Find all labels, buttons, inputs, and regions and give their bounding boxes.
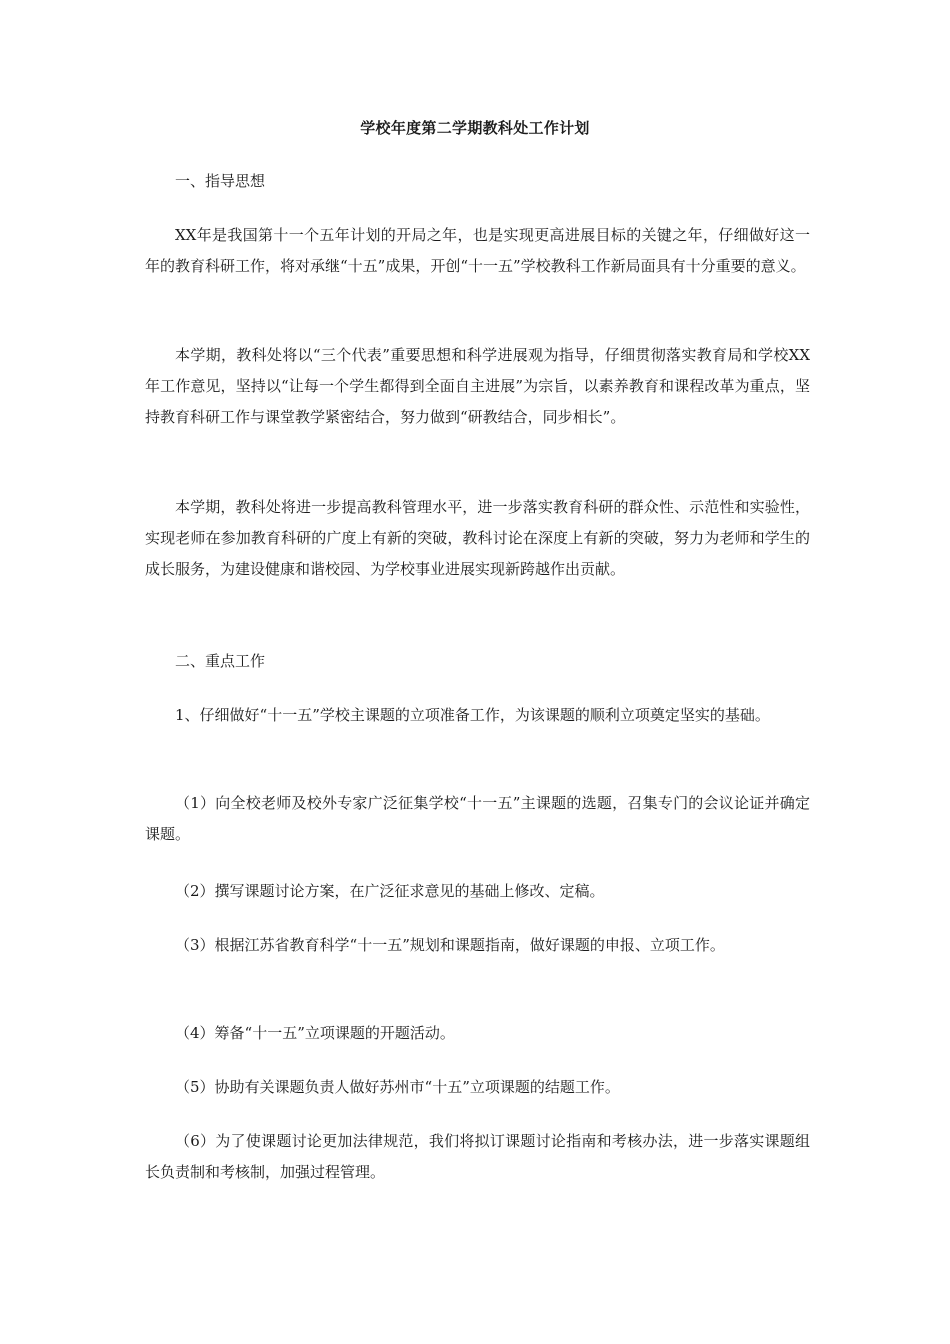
document-title: 学校年度第二学期教科处工作计划 [360,119,590,137]
sub-item-4: （4）筹备“十一五”立项课题的开题活动。 [175,1024,455,1042]
sub-item-2: （2）撰写课题讨论方案，在广泛征求意见的基础上修改、定稿。 [175,882,605,900]
sub-item-3: （3）根据江苏省教育科学“十一五”规划和课题指南，做好课题的申报、立项工作。 [175,936,725,954]
sub-item-1: （1）向全校老师及校外专家广泛征集学校“十一五”主课题的选题，召集专门的会议论证并确定课题。 [145,794,810,843]
section-heading-guiding-ideology: 一、指导思想 [175,172,266,190]
section-heading-key-work: 二、重点工作 [175,652,266,670]
paragraph-2: 本学期，教科处将以“三个代表”重要思想和科学进展观为指导，仔细贯彻落实教育局和学校XX年工作意见，坚持以“让每一个学生都得到全面自主进展”为宗旨，以素养教育和课程改革为重点，坚持教育科研工作与课堂教学紧密结合，努力做到“研教结合，同步相长”。 [145,346,810,426]
sub-item-5: （5）协助有关课题负责人做好苏州市“十五”立项课题的结题工作。 [175,1078,620,1096]
sub-item-6: （6）为了使课题讨论更加法律规范，我们将拟订课题讨论指南和考核办法，进一步落实课题组长负责制和考核制，加强过程管理。 [145,1132,810,1181]
paragraph-1: XX年是我国第十一个五年计划的开局之年，也是实现更高进展目标的关键之年，仔细做好这一年的教育科研工作，将对承继“十五”成果，开创“十一五”学校教科工作新局面具有十分重要的意义。 [145,226,810,275]
list-item-1: 1、仔细做好“十一五”学校主课题的立项准备工作，为该课题的顺利立项奠定坚实的基础。 [175,706,770,724]
paragraph-3: 本学期，教科处将进一步提高教科管理水平，进一步落实教育科研的群众性、示范性和实验性，实现老师在参加教育科研的广度上有新的突破，教科讨论在深度上有新的突破，努力为老师和学生的成长服务，为建设健康和谐校园、为学校事业进展实现新跨越作出贡献。 [145,498,810,578]
